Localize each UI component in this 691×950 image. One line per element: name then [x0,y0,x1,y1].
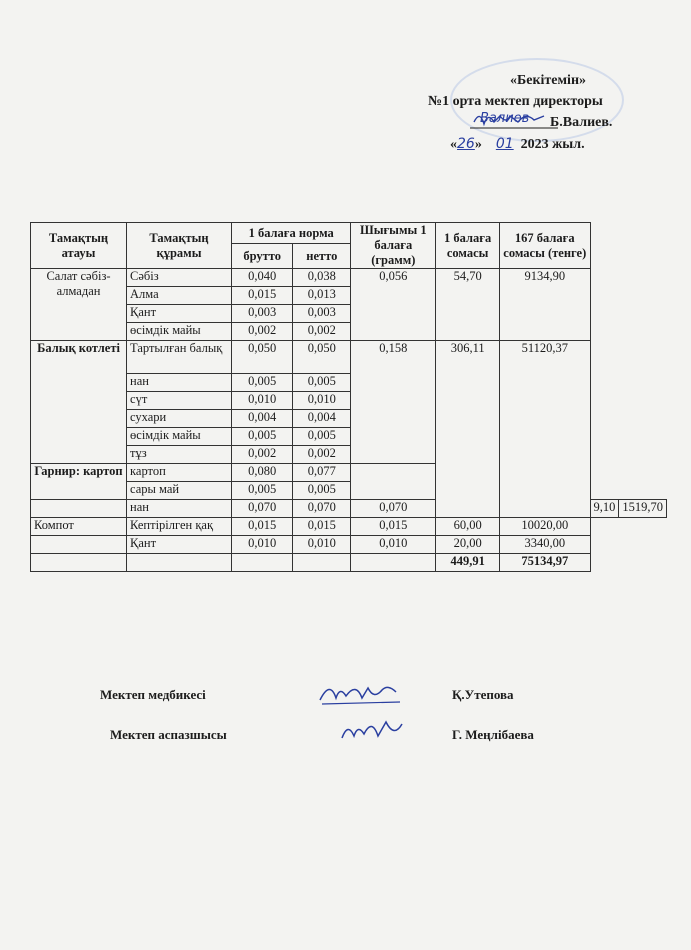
dish-name: Балық котлеті [31,341,127,464]
net-value: 0,038 [293,269,351,287]
total-row [31,554,667,572]
nurse-name: Қ.Утепова [452,687,514,702]
gross-value: 0,080 [231,464,292,482]
cook-role: Мектеп аспазшысы [110,727,227,742]
gross-value: 0,010 [231,536,292,554]
cost167-value: 1519,70 [619,500,667,518]
ingredient: Қант [127,305,232,323]
cook-signature [336,712,416,746]
ingredient: сухари [127,410,232,428]
yield-empty [351,464,436,500]
gross-value: 0,002 [231,323,292,341]
cost1-value: 9,10 [590,500,619,518]
cost1-value: 60,00 [436,518,500,536]
total-empty [231,554,292,572]
approval-title: «Бекітемін» [510,73,587,88]
ingredient: нан [127,500,232,518]
cost1-value: 20,00 [436,536,500,554]
nurse-role: Мектеп медбикесі [100,687,206,702]
total-cost167: 75134,97 [500,554,590,572]
gross-value: 0,010 [231,392,292,410]
table-row [31,536,667,554]
yield-value: 0,056 [351,269,436,341]
date-day: 26 [457,136,475,152]
net-value: 0,070 [293,500,351,518]
total-cost1: 449,91 [436,554,500,572]
net-value: 0,002 [293,446,351,464]
gross-value: 0,004 [231,410,292,428]
net-value: 0,077 [293,464,351,482]
cost1-value: 306,11 [436,341,500,518]
header-cost167: 167 балаға сомасы (тенге) [500,223,590,269]
cost167-value: 51120,37 [500,341,590,518]
net-value: 0,015 [293,518,351,536]
net-value: 0,004 [293,410,351,428]
total-empty [351,554,436,572]
ingredient: Сәбіз [127,269,232,287]
total-empty [293,554,351,572]
date-year: 2023 жыл. [520,137,585,152]
table-row [31,341,667,374]
net-value: 0,013 [293,287,351,305]
dish-empty [31,536,127,554]
net-value: 0,005 [293,428,351,446]
gross-value: 0,070 [231,500,292,518]
dish-name: Гарнир: картоп [31,464,127,500]
net-value: 0,005 [293,482,351,500]
header-yield: Шығымы 1 балаға (грамм) [351,223,436,269]
gross-value: 0,005 [231,482,292,500]
director-signature-text: Валиев [480,111,530,126]
ingredient: Кептірілген қақ [127,518,232,536]
header-norm: 1 балаға норма [231,223,350,244]
cost1-value: 54,70 [436,269,500,341]
net-value: 0,050 [293,341,351,374]
gross-value: 0,015 [231,287,292,305]
header-dish: Тамақтың атауы [31,223,127,269]
ingredient: сүт [127,392,232,410]
dish-name: Салат сәбіз-алмадан [31,269,127,341]
ingredient: Тартылған балық [127,341,232,374]
approval-date: «26» 01 2023 жыл. [450,136,585,152]
header-composition: Тамақтың құрамы [127,223,232,269]
nurse-signature [316,676,406,710]
header-cost1: 1 балаға сомасы [436,223,500,269]
net-value: 0,010 [293,536,351,554]
ingredient: сары май [127,482,232,500]
table-row [31,269,667,287]
gross-value: 0,005 [231,428,292,446]
yield-value: 0,158 [351,341,436,464]
ingredient: нан [127,374,232,392]
director-signature [470,108,560,132]
gross-value: 0,040 [231,269,292,287]
date-month: 01 [495,136,514,152]
yield-value: 0,010 [351,536,436,554]
cost167-value: 10020,00 [500,518,590,536]
net-value: 0,003 [293,305,351,323]
ingredient: Қант [127,536,232,554]
approval-position: №1 орта мектеп директоры [428,94,603,109]
cost167-value: 3340,00 [500,536,590,554]
gross-value: 0,003 [231,305,292,323]
header-net: нетто [293,244,351,269]
ingredient: Алма [127,287,232,305]
ingredient: өсімдік майы [127,428,232,446]
net-value: 0,005 [293,374,351,392]
net-value: 0,010 [293,392,351,410]
yield-value: 0,070 [351,500,436,518]
dish-name: Компот [31,518,127,536]
gross-value: 0,015 [231,518,292,536]
gross-value: 0,005 [231,374,292,392]
director-name: Б.Валиев. [550,115,613,130]
cook-name: Г. Меңлібаева [452,727,534,742]
yield-value: 0,015 [351,518,436,536]
ingredient: өсімдік майы [127,323,232,341]
header-gross: брутто [231,244,292,269]
total-empty [127,554,232,572]
total-empty [31,554,127,572]
dish-empty [31,500,127,518]
gross-value: 0,002 [231,446,292,464]
cost167-value: 9134,90 [500,269,590,341]
net-value: 0,002 [293,323,351,341]
menu-table [30,222,667,572]
gross-value: 0,050 [231,341,292,374]
ingredient: картоп [127,464,232,482]
ingredient: тұз [127,446,232,464]
table-row [31,518,667,536]
